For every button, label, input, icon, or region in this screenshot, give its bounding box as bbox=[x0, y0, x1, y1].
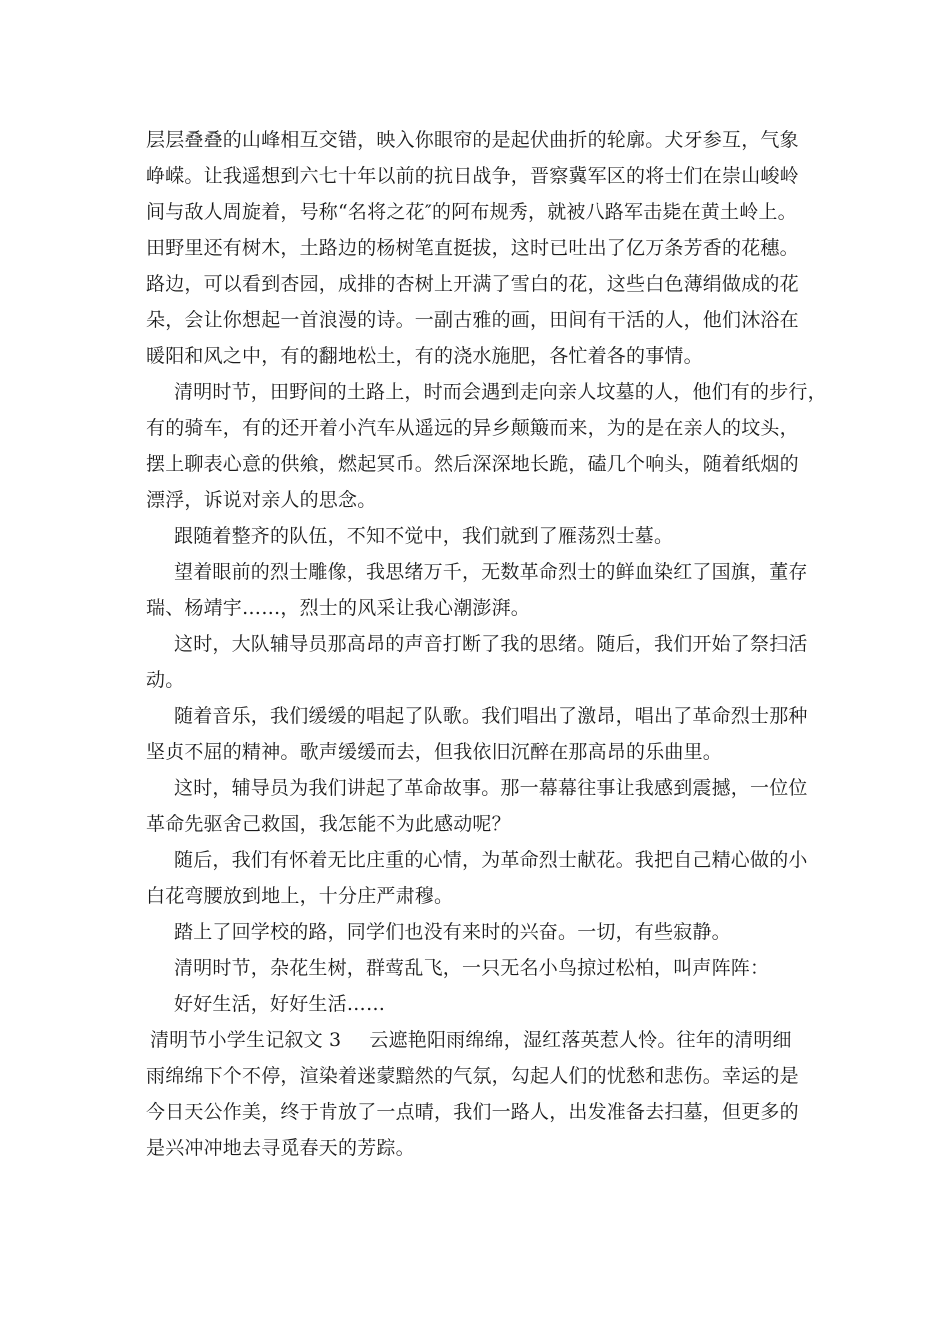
text-line: 这时，大队辅导员那高昂的声音打断了我的思绪。随后，我们开始了祭扫活 bbox=[174, 633, 808, 655]
text-line: 是兴冲冲地去寻觅春天的芳踪。 bbox=[146, 1137, 415, 1159]
text-line: 动。 bbox=[146, 669, 185, 691]
text-line: 这时，辅导员为我们讲起了革命故事。那一幕幕往事让我感到震撼，一位位 bbox=[174, 777, 808, 799]
text-line: 革命先驱舍己救国，我怎能不为此感动呢？ bbox=[146, 813, 511, 835]
text-line: 随着音乐，我们缓缓的唱起了队歌。我们唱出了激昂，唱出了革命烈士那种 bbox=[174, 705, 808, 727]
document-body bbox=[146, 122, 826, 1166]
section-3-first-line bbox=[150, 1022, 826, 1058]
text-line: 漂浮，诉说对亲人的思念。 bbox=[146, 489, 377, 511]
text-line: 随后，我们有怀着无比庄重的心情，为革命烈士献花。我把自己精心做的小 bbox=[174, 849, 808, 871]
text-line: 雨绵绵下个不停，渲染着迷蒙黯然的气氛，勾起人们的忧愁和悲伤。幸运的是 bbox=[146, 1065, 799, 1087]
text-line: 峥嵘。让我遥想到六七十年以前的抗日战争，晋察冀军区的将士们在崇山峻岭 bbox=[146, 165, 799, 187]
text-line: 白花弯腰放到地上，十分庄严肃穆。 bbox=[146, 885, 454, 907]
section-3-first-sentence: 云遮艳阳雨绵绵，湿红落英惹人怜。往年的清明细 bbox=[369, 1029, 792, 1051]
text-line: 路边，可以看到杏园，成排的杏树上开满了雪白的花，这些白色薄绢做成的花 bbox=[146, 273, 799, 295]
text-line: 摆上聊表心意的供飨，燃起冥币。然后深深地长跪，磕几个响头，随着纸烟的 bbox=[146, 453, 799, 475]
text-line: 间与敌人周旋着，号称“名将之花″的阿布规秀，就被八路军击毙在黄土岭上。 bbox=[146, 201, 797, 223]
text-line: 层层叠叠的山峰相互交错，映入你眼帘的是起伏曲折的轮廓。犬牙参互，气象 bbox=[146, 129, 799, 151]
text-line: 朵，会让你想起一首浪漫的诗。一副古雅的画，田间有干活的人，他们沐浴在 bbox=[146, 309, 799, 331]
text-line: 跟随着整齐的队伍，不知不觉中，我们就到了雁荡烈士墓。 bbox=[174, 525, 674, 547]
text-line: 暖阳和风之中，有的翻地松土，有的浇水施肥，各忙着各的事情。 bbox=[146, 345, 703, 367]
text-line: 踏上了回学校的路，同学们也没有来时的兴奋。一切，有些寂静。 bbox=[174, 921, 731, 943]
text-line: 瑞、杨靖宇……，烈士的风采让我心潮澎湃。 bbox=[146, 597, 531, 619]
text-line: 有的骑车，有的还开着小汽车从遥远的异乡颠簸而来，为的是在亲人的坟头， bbox=[146, 417, 799, 439]
text-line: 坚贞不屈的精神。歌声缓缓而去，但我依旧沉醉在那高昂的乐曲里。 bbox=[146, 741, 723, 763]
text-line: 田野里还有树木，土路边的杨树笔直挺拔，这时已吐出了亿万条芳香的花穗。 bbox=[146, 237, 799, 259]
text-line: 清明时节，杂花生树，群莺乱飞，一只无名小鸟掠过松柏，叫声阵阵： bbox=[174, 957, 770, 979]
text-line: 今日天公作美，终于肯放了一点晴，我们一路人，出发准备去扫墓，但更多的 bbox=[146, 1101, 799, 1123]
text-line: 清明时节，田野间的土路上，时而会遇到走向亲人坟墓的人，他们有的步行， bbox=[174, 381, 827, 403]
section-3-title: 清明节小学生记叙文 3 bbox=[150, 1029, 342, 1051]
text-line: 望着眼前的烈士雕像，我思绪万千，无数革命烈士的鲜血染红了国旗，董存 bbox=[174, 561, 808, 583]
text-line: 好好生活，好好生活…… bbox=[174, 993, 386, 1015]
